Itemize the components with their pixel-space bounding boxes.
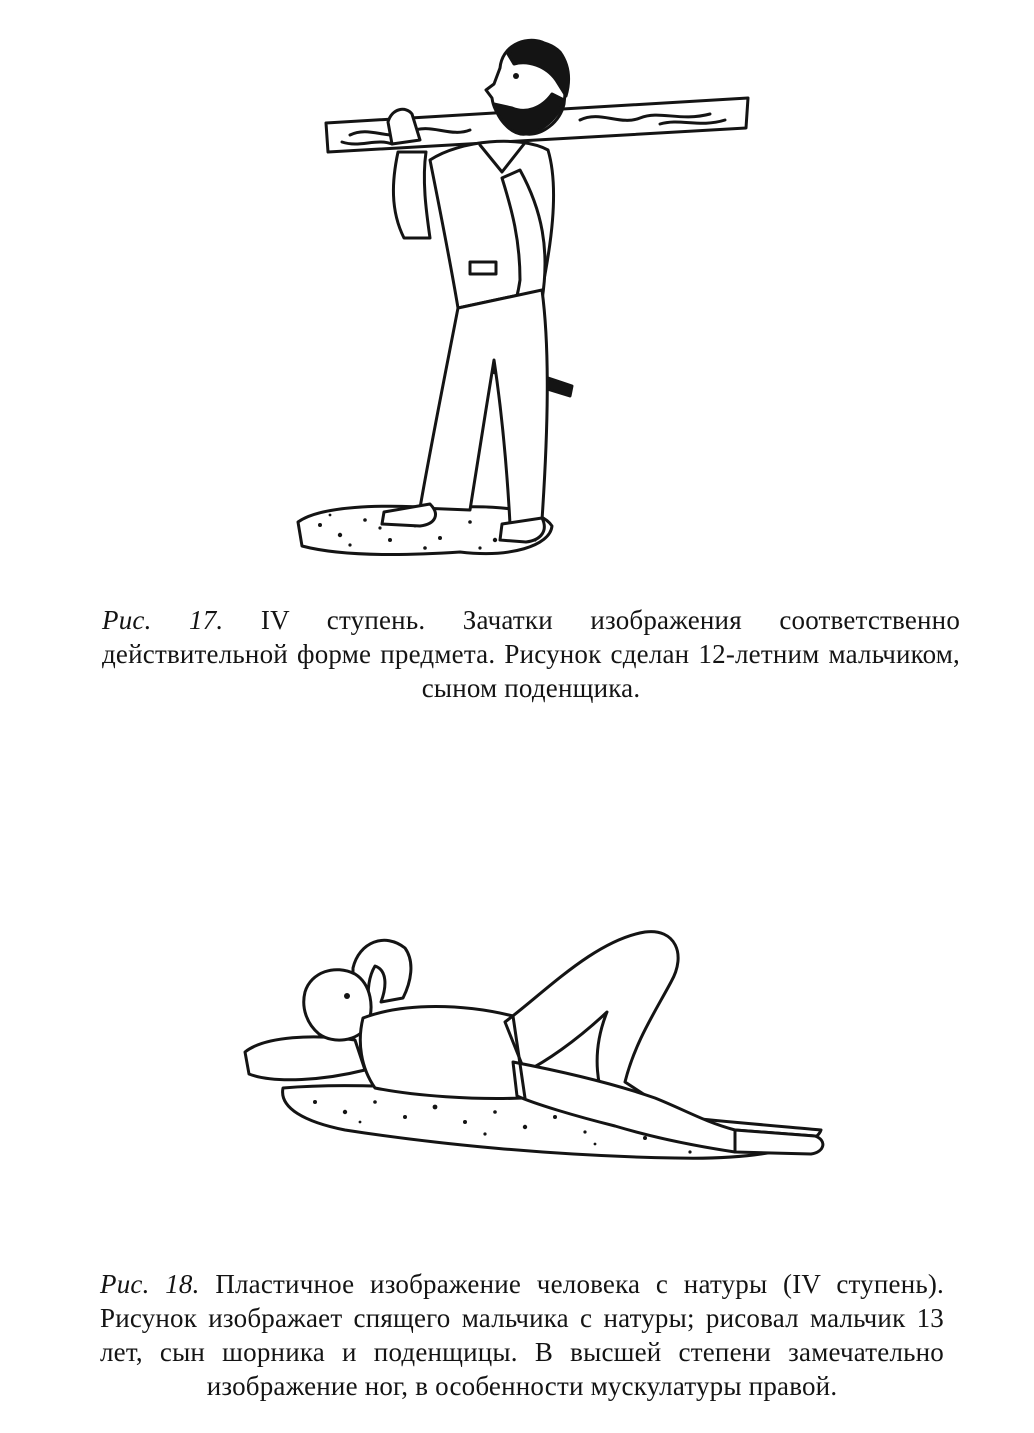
man-with-plank-drawing: [280, 10, 760, 570]
raised-arm: [393, 152, 430, 238]
figure-18-caption-text: Пластичное изображение человека с натуры (IV ступень). Рисунок изображает спящего мальчика с натуры; рисовал мальчик 13 лет, сын шорника и поденщицы. В высшей степени замечательно изображение ног, в особенности мускулатуры правой.: [100, 1269, 945, 1401]
figure-18-caption-lead: Рис. 18.: [100, 1269, 200, 1299]
vest-pocket: [470, 262, 496, 274]
figure-18-drawing: [235, 912, 835, 1172]
left-arm: [245, 1037, 365, 1080]
trousers: [420, 290, 547, 524]
sleeping-boy-drawing: [235, 912, 835, 1172]
figure-17-caption-lead: Рис. 17.: [102, 605, 224, 635]
figure-17-drawing: [280, 10, 760, 570]
figure-18-caption: [100, 1267, 944, 1403]
figure-17-caption: [102, 603, 960, 705]
figure-17-caption-text: IV ступень. Зачатки изображения соответственно действительной форме предмета. Рисунок сделан 12-летним мальчиком, сыном поденщика.: [102, 605, 961, 703]
raised-hand: [388, 109, 420, 144]
